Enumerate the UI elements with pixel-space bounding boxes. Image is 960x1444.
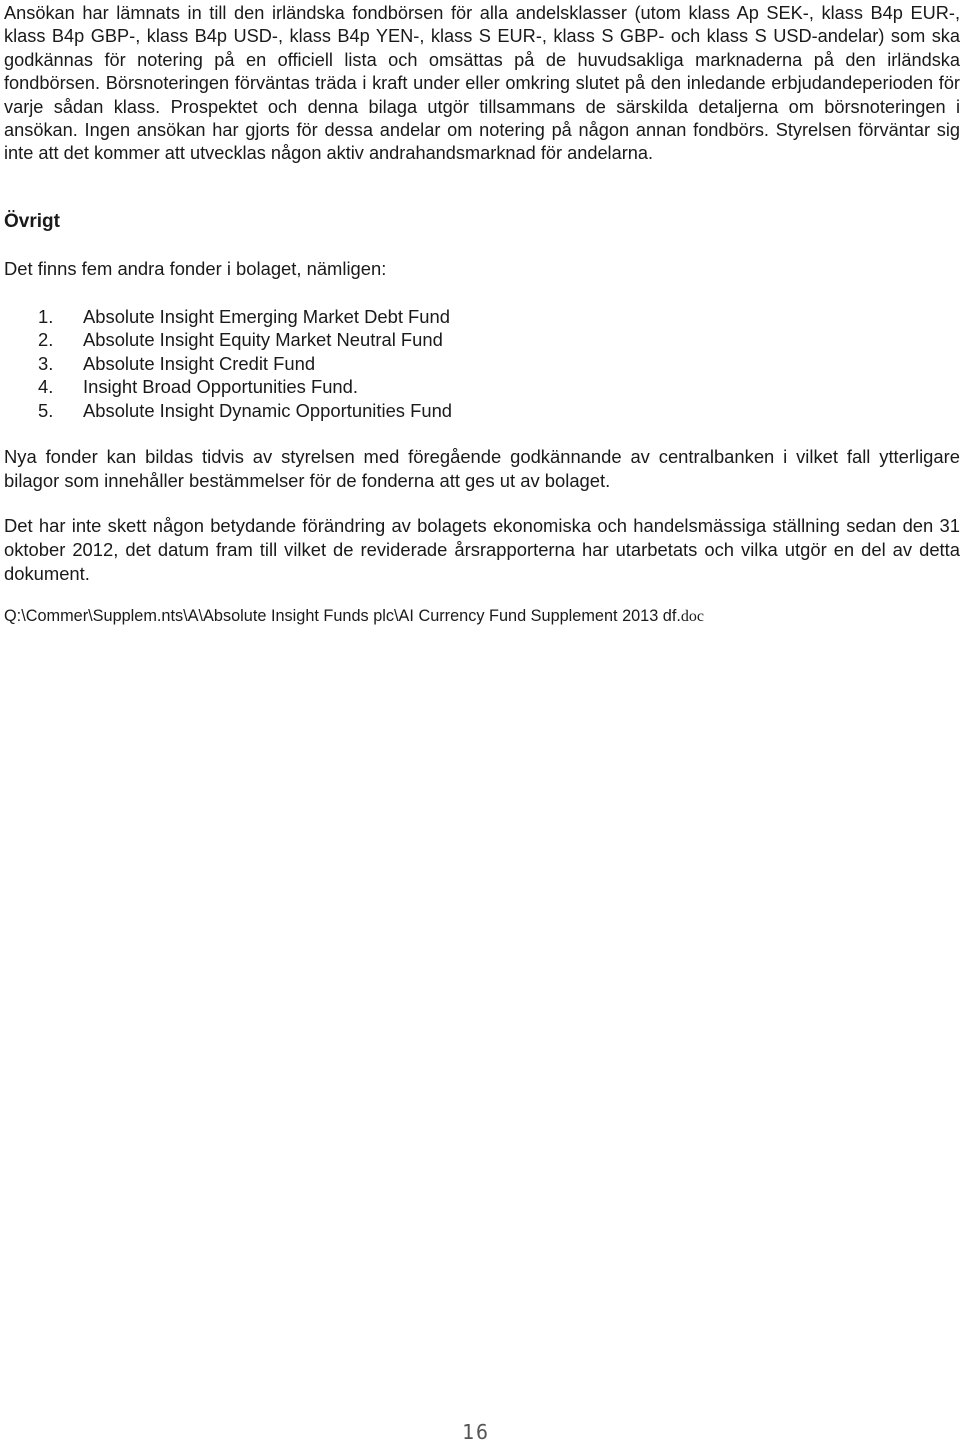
fund-name: Absolute Insight Dynamic Opportunities Fund <box>83 399 453 421</box>
list-item <box>4 305 452 328</box>
file-path-text: Q:\Commer\Supplem.nts\A\Absolute Insight Funds plc\AI Currency Fund Supplement 2013 df. <box>4 607 681 625</box>
fund-name: Absolute Insight Credit Fund <box>83 352 316 374</box>
list-item <box>4 328 452 351</box>
list-item-number: 4. <box>38 376 54 398</box>
list-item-number: 5. <box>38 399 54 421</box>
file-extension: doc <box>680 608 705 625</box>
fund-list <box>4 305 452 422</box>
fund-name: Absolute Insight Emerging Market Debt Fund <box>83 306 450 327</box>
list-item-number: 1. <box>38 306 54 327</box>
list-item-number: 2. <box>38 329 54 351</box>
fund-name: Absolute Insight Equity Market Neutral Fund <box>83 329 443 351</box>
funds-intro-text: Det finns fem andra fonder i bolaget, nämligen: <box>4 258 387 279</box>
page-number: 16 <box>462 1420 491 1444</box>
no-change-paragraph: Det har inte skett någon betydande förändring av bolagets ekonomiska och handelsmässiga ställning sedan den 31 oktober 2012, det datum fram till vilket de reviderade årsrapporterna har utarbetats och vilka utgör en del av detta dokument. <box>4 515 960 584</box>
new-funds-paragraph: Nya fonder kan bildas tidvis av styrelsen med föregående godkännande av centralbanken i vilket fall ytterligare bilagor som innehåller bestämmelser för de fonderna att ges ut av bolaget. <box>4 446 960 491</box>
list-item <box>4 352 452 375</box>
list-item <box>4 375 452 398</box>
list-item <box>4 399 452 422</box>
fund-name: Insight Broad Opportunities Fund. <box>83 376 358 398</box>
section-heading-other: Övrigt <box>4 211 60 232</box>
listing-paragraph: Ansökan har lämnats in till den irländska fondbörsen för alla andelsklasser (utom klass Ap SEK-, klass B4p EUR-, klass B4p GBP-, klass B4p USD-, klass B4p YEN-, klass S EUR-, klass S GBP- och klass S USD-andelar) som ska godkännas för notering på en officiell lista och omsättas på de huvudsakliga marknaderna på den irländska fondbörsen. Börsnoteringen förväntas träda i kraft under eller omkring slutet på den inledande erbjudandeperioden för varje sådan klass. Prospektet och denna bilaga utgör tillsammans de särskilda detaljerna om börsnoteringen i ansökan. Ingen ansökan har gjorts för dessa andelar om notering på någon annan fondbörs. Styrelsen förväntar sig inte att det kommer att utvecklas någon aktiv andrahandsmarknad för andelarna. <box>4 3 960 164</box>
list-item-number: 3. <box>38 352 54 374</box>
file-path-footer <box>4 607 704 626</box>
